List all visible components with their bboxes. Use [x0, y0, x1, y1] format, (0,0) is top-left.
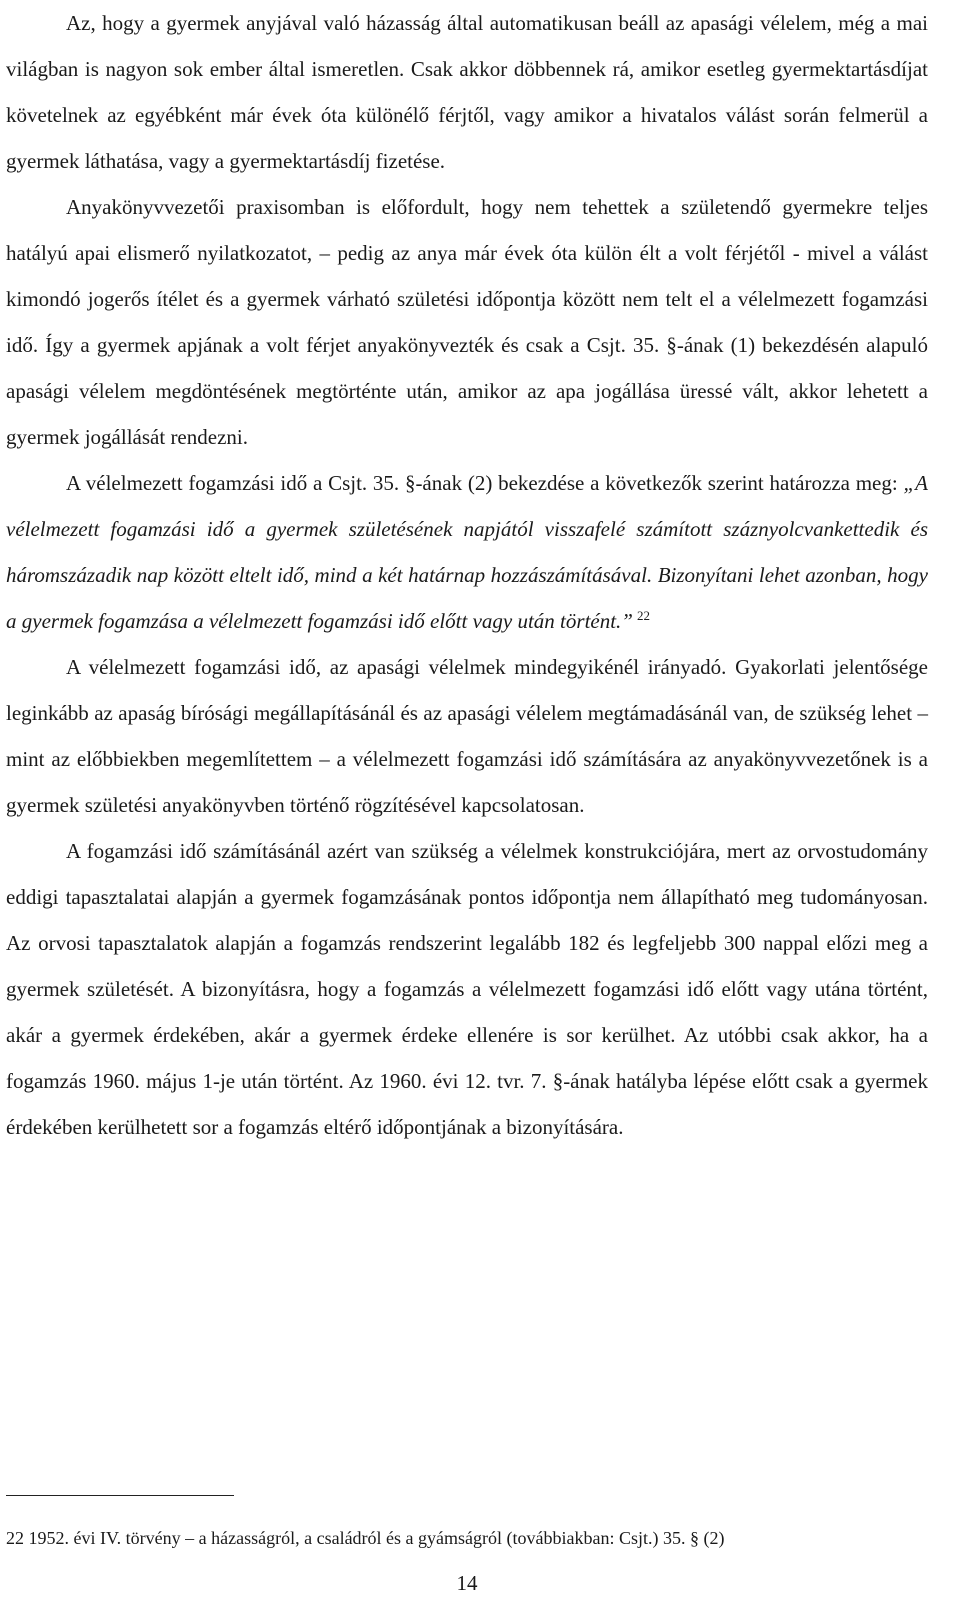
paragraph-1: Az, hogy a gyermek anyjával való házasság által automatikusan beáll az apasági vélelem, még a mai világban is nagyon sok ember által ismeretlen. Csak akkor döbbennek rá, amikor esetleg gyermektartásdíjat követelnek az egyébként már évek óta különélő férjtől, vagy amikor a hivatalos válást során felmerül a gyermek láthatása, vagy a gyermektartásdíj fizetése.	[6, 11, 928, 173]
footnote-reference[interactable]: 22	[637, 608, 650, 623]
quoted-law-text: „A vélelmezett fogamzási idő a gyermek születésének napjától visszafelé számított száznyolcvankettedik és háromszázadik nap között eltelt idő, mind a két határnap hozzászámításával. Bizonyítani lehet azonban, hogy a gyermek fogamzása a vélelmezett fogamzási idő előtt vagy után történt.”	[6, 471, 928, 633]
paragraph-3-intro: A vélelmezett fogamzási idő a Csjt. 35. §-ának (2) bekezdése a következők szerint határozza meg:	[66, 471, 904, 495]
footnote-separator	[6, 1495, 234, 1496]
paragraph-4: A vélelmezett fogamzási idő, az apasági vélelmek mindegyikénél irányadó. Gyakorlati jelentősége leginkább az apaság bírósági megállapításánál és az apasági vélelem megtámadásánál van, de szükség lehet – mint az előbbiekben megemlítettem – a vélelmezett fogamzási idő számítására az anyakönyvvezetőnek is a gyermek születési anyakönyvben történő rögzítésével kapcsolatosan.	[6, 655, 928, 817]
page-number: 14	[456, 1571, 478, 1595]
footnote: 22 1952. évi IV. törvény – a házasságról, a családról és a gyámságról (továbbiakban: Csjt.) 35. § (2)	[6, 1528, 725, 1548]
paragraph-2: Anyakönyvvezetői praxisomban is előfordult, hogy nem tehettek a születendő gyermekre teljes hatályú apai elismerő nyilatkozatot, – pedig az anya már évek óta külön élt a volt férjétől - mivel a válást kimondó jogerős ítélet és a gyermek várható születési időpontja között nem telt el a vélelmezett fogamzási idő. Így a gyermek apjának a volt férjet anyakönyvezték és csak a Csjt. 35. §-ának (1) bekezdésén alapuló apasági vélelem megdöntésének megtörténte után, amikor az apa jogállása üressé vált, akkor lehetett a gyermek jogállását rendezni.	[6, 195, 928, 449]
paragraph-5: A fogamzási idő számításánál azért van szükség a vélelmek konstrukciójára, mert az orvostudomány eddigi tapasztalatai alapján a gyermek fogamzásának pontos időpontja nem állapítható meg tudományosan. Az orvosi tapasztalatok alapján a fogamzás rendszerint legalább 182 és legfeljebb 300 nappal előzi meg a gyermek születését. A bizonyításra, hogy a fogamzás a vélelmezett fogamzási idő előtt vagy utána történt, akár a gyermek érdekében, akár a gyermek érdeke ellenére is sor kerülhet. Az utóbbi csak akkor, ha a fogamzás 1960. május 1-je után történt. Az 1960. évi 12. tvr. 7. §-ának hatályba lépése előtt csak a gyermek érdekében kerülhetett sor a fogamzás eltérő időpontjának a bizonyítására.	[6, 839, 928, 1139]
paragraph-3	[6, 460, 928, 644]
body-text	[6, 0, 928, 1150]
